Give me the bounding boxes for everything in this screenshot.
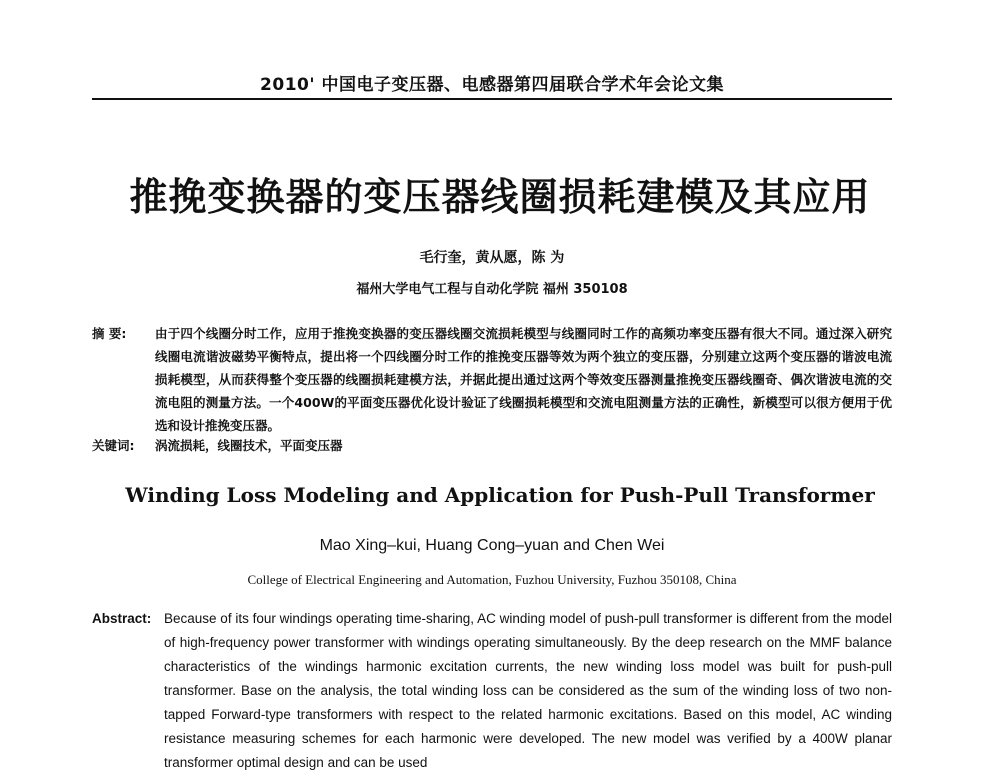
running-head: 2010' 中国电子变压器、电感器第四届联合学术年会论文集 bbox=[260, 75, 724, 95]
english-abstract bbox=[92, 607, 892, 775]
chinese-keywords-text: 涡流损耗，线圈技术，平面变压器 bbox=[155, 438, 343, 453]
chinese-authors: 毛行奎，黄从愿，陈 为 bbox=[419, 250, 565, 266]
english-affiliation: College of Electrical Engineering and Automation, Fuzhou University, Fuzhou 350108, China bbox=[247, 572, 737, 587]
chinese-keywords-label: 关键词: bbox=[92, 438, 135, 453]
header-rule bbox=[92, 98, 892, 100]
chinese-affiliation: 福州大学电气工程与自动化学院 福州 350108 bbox=[356, 282, 628, 297]
chinese-abstract bbox=[92, 322, 892, 437]
chinese-abstract-text: 由于四个线圈分时工作，应用于推挽变换器的变压器线圈交流损耗模型与线圈同时工作的高频功率变压器有很大不同。通过深入研究线圈电流谐波磁势平衡特点，提出将一个四线圈分时工作的推挽变压器等效为两个独立的变压器，分别建立这两个变压器的谐波电流损耗模型，从而获得整个变压器的线圈损耗建模方法，并据此提出通过这两个等效变压器测量推挽变压器线圈奇、偶次谐波电流的交流电阻的测量方法。一个400W的平面变压器优化设计验证了线圈损耗模型和交流电阻测量方法的正确性，新模型可以很方便用于优选和设计推挽变压器。 bbox=[155, 326, 892, 433]
chinese-abstract-label: 摘 要: bbox=[92, 326, 127, 341]
chinese-title: 推挽变换器的变压器线圈损耗建模及其应用 bbox=[129, 175, 871, 219]
english-authors: Mao Xing–kui, Huang Cong–yuan and Chen Wei bbox=[319, 537, 665, 554]
chinese-keywords bbox=[92, 434, 892, 457]
english-abstract-label: Abstract: bbox=[92, 611, 152, 626]
english-title: Winding Loss Modeling and Application for Push-Pull Transformer bbox=[125, 483, 875, 507]
english-abstract-text: Because of its four windings operating time-sharing, AC winding model of push-pull transformer is different from the model of high-frequency power transformer with windings operating simultaneously. By the deep research on the MMF balance characteristics of the windings harmonic excitation currents, the new winding loss model was built for push-pull transformer. Base on the analysis, the total winding loss can be considered as the sum of the winding loss of two non-tapped Forward-type transformers with respect to the related harmonic excitations. Based on this model, AC winding resistance measuring schemes for each harmonic were developed. The new model was verified by a 400W planar transformer optimal design and can be used bbox=[164, 611, 892, 770]
